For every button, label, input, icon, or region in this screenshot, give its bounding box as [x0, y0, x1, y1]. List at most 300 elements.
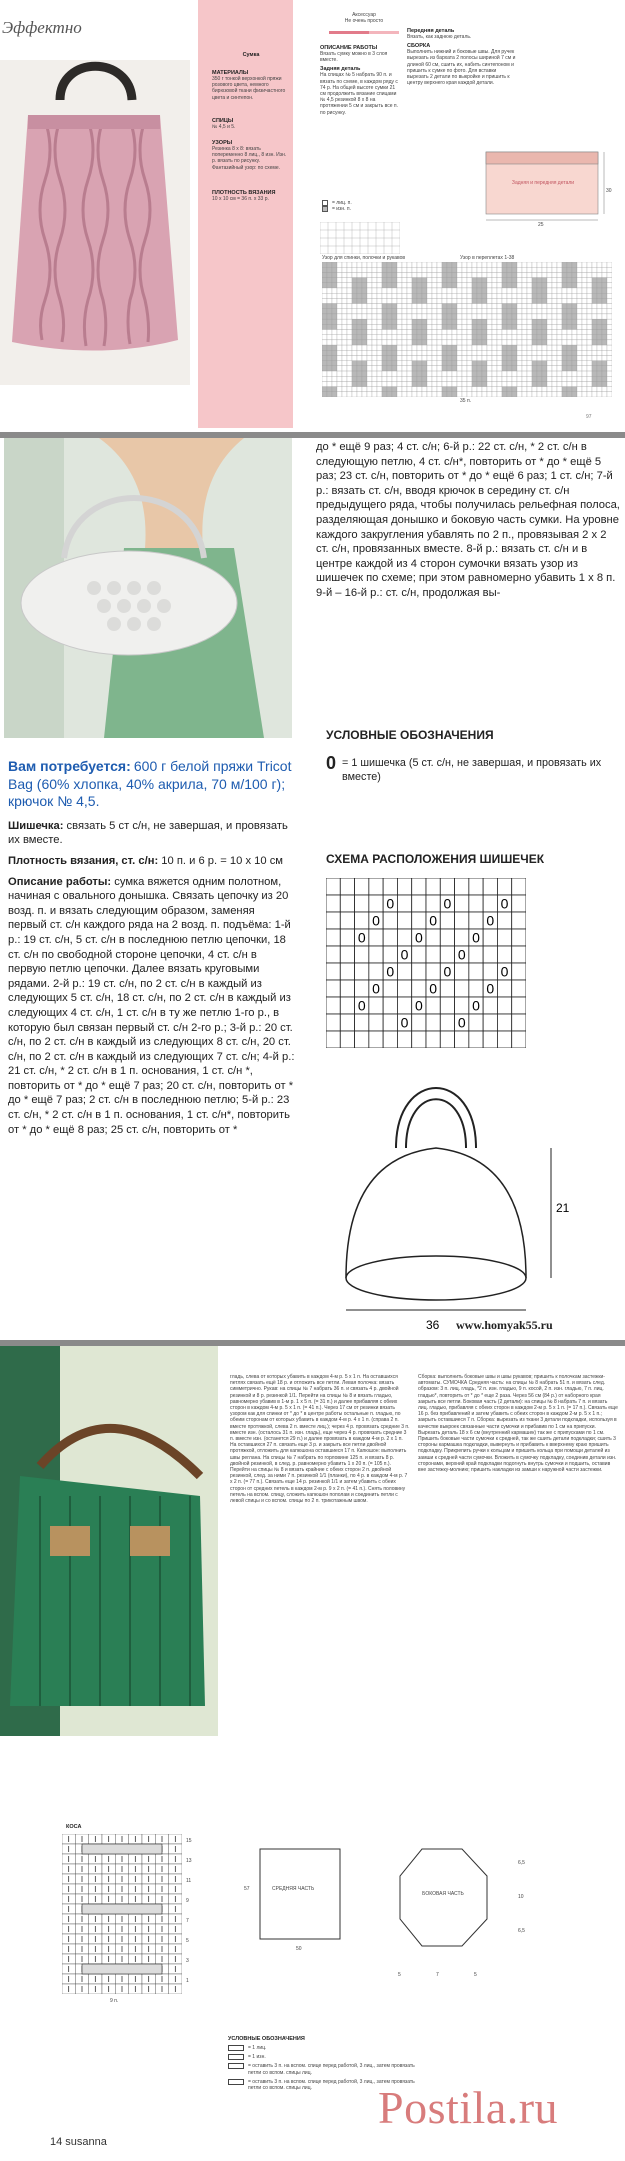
chart-cell [477, 376, 482, 381]
chart-cell [442, 278, 447, 283]
chart-cell [557, 283, 562, 288]
bump-mark: 0 [486, 912, 495, 929]
chart-cell [502, 314, 507, 319]
grid-cell [397, 963, 411, 980]
chart-cell [362, 350, 367, 355]
chart-cell [507, 387, 512, 392]
chart-cell [337, 392, 342, 397]
chart-cell [402, 366, 407, 371]
chart-cell [397, 335, 402, 340]
chart-cell [432, 324, 437, 329]
chart-cell [527, 314, 532, 319]
chart-cell [432, 335, 437, 340]
chart-cell [477, 288, 482, 293]
chart-cell [522, 387, 527, 392]
chart-cell [492, 330, 497, 335]
chart-cell [347, 330, 352, 335]
chart-cell [507, 330, 512, 335]
chart-cell [402, 288, 407, 293]
chart-cell [477, 371, 482, 376]
materials-heading: МАТЕРИАЛЫ [212, 70, 249, 76]
chart-cell [322, 387, 327, 392]
chart-cell [587, 387, 592, 392]
chart-cell [552, 355, 557, 360]
chart-cell [382, 319, 387, 324]
chart-cell [482, 278, 487, 283]
chart-cell [362, 387, 367, 392]
chart-cell [562, 314, 567, 319]
grid-cell [440, 997, 454, 1014]
grid-cell [369, 997, 383, 1014]
chart-cell [582, 288, 587, 293]
chart-cell [527, 340, 532, 345]
chart-cell [577, 267, 582, 272]
bump-mark: 0 [400, 1014, 409, 1031]
chart-cell [387, 304, 392, 309]
chart-cell [512, 355, 517, 360]
chart-cell [327, 293, 332, 298]
chart-cell [397, 262, 402, 267]
chart-cell [607, 371, 612, 376]
chart-cell [417, 319, 422, 324]
side-dim: 10 [518, 1894, 524, 1900]
chart-cell [597, 298, 602, 303]
chart-cell [482, 345, 487, 350]
white-bag-photo [4, 438, 292, 738]
chart-cell [472, 330, 477, 335]
chart-cell [427, 340, 432, 345]
chart-cell [562, 345, 567, 350]
chart-cell [452, 298, 457, 303]
chart-cell [432, 392, 437, 397]
chart-cell [332, 324, 337, 329]
chart-cell [342, 283, 347, 288]
chart-cell [457, 293, 462, 298]
chart-cell [387, 376, 392, 381]
chart-cell [472, 283, 477, 288]
chart-cell [337, 293, 342, 298]
density-text-2: 10 п. и 6 р. = 10 х 10 см [161, 854, 283, 867]
chart-cell [457, 335, 462, 340]
chart-cell [557, 324, 562, 329]
chart-cell [467, 392, 472, 397]
chart-cell [607, 267, 612, 272]
chart-cell [592, 376, 597, 381]
chart-cell [442, 283, 447, 288]
chart-cell [437, 340, 442, 345]
chart-cell [417, 350, 422, 355]
grid-cell [397, 878, 411, 895]
chart-cell [552, 361, 557, 366]
grid-cell [440, 1031, 454, 1048]
chart-cell [532, 350, 537, 355]
chart-cell [332, 355, 337, 360]
chart-cell [357, 304, 362, 309]
symbol-legend [322, 200, 352, 212]
chart-cell [432, 355, 437, 360]
chart-cell [477, 350, 482, 355]
chart-cell [512, 314, 517, 319]
chart-cell [527, 319, 532, 324]
chart-cell [542, 340, 547, 345]
chart-cell [597, 262, 602, 267]
chart-cell [577, 298, 582, 303]
chart-cell [587, 361, 592, 366]
chart-cell [562, 309, 567, 314]
chart-cell [452, 288, 457, 293]
chart-cell [607, 381, 612, 386]
chart-cell [417, 298, 422, 303]
chart-cell [587, 345, 592, 350]
chart-cell [552, 324, 557, 329]
chart-cell [512, 278, 517, 283]
chart-cell [482, 324, 487, 329]
grid-cell [512, 980, 526, 997]
chart-cell [532, 376, 537, 381]
chart-cell [532, 314, 537, 319]
bump-mark: 0 [386, 963, 395, 980]
chart-cell [507, 272, 512, 277]
chart-cell [402, 387, 407, 392]
chart-cell [537, 309, 542, 314]
cable-cross-mark [82, 1964, 162, 1974]
chart-cell [482, 283, 487, 288]
chart-cell [507, 319, 512, 324]
chart-cell [487, 262, 492, 267]
chart-cell [592, 278, 597, 283]
chart-cell [467, 267, 472, 272]
chart-cell [507, 293, 512, 298]
chart-cell [352, 392, 357, 397]
grid-cell [326, 878, 340, 895]
chart-cell [402, 350, 407, 355]
chart-cell [437, 350, 442, 355]
chart-cell [592, 366, 597, 371]
chart-cell [432, 262, 437, 267]
chart-cell [582, 345, 587, 350]
chart-cell [472, 309, 477, 314]
chart-cell [367, 387, 372, 392]
chart-cell [557, 355, 562, 360]
instructions-left [8, 758, 296, 1137]
chart-cell [377, 278, 382, 283]
chart-cell [417, 283, 422, 288]
chart-cell [477, 366, 482, 371]
legend-purl: = изн. п. [332, 206, 352, 213]
grid-cell [469, 980, 483, 997]
chart-cell [522, 298, 527, 303]
chart-cell [527, 392, 532, 397]
chart-cell [452, 330, 457, 335]
bump-mark: 0 [372, 980, 380, 997]
chart-cell [532, 293, 537, 298]
chart-cell [532, 309, 537, 314]
chart-cell [357, 355, 362, 360]
chart-cell [597, 319, 602, 324]
chart-cell [347, 366, 352, 371]
chart-cell [397, 387, 402, 392]
chart-cell [412, 314, 417, 319]
chart-cell [562, 335, 567, 340]
chart-cell [482, 335, 487, 340]
bump-mark: 0 [486, 980, 495, 997]
chart-cell [547, 392, 552, 397]
chart-cell [597, 314, 602, 319]
grid-cell [326, 1031, 340, 1048]
chart-cell [547, 387, 552, 392]
chart-cell [427, 335, 432, 340]
chart-cell [417, 387, 422, 392]
chart-cell [367, 330, 372, 335]
chart-cell [392, 392, 397, 397]
chart-cell [422, 355, 427, 360]
chart-cell [407, 392, 412, 397]
chart-cell [527, 278, 532, 283]
chart-cell [457, 381, 462, 386]
chart-cell [532, 298, 537, 303]
chart-cell [552, 304, 557, 309]
chart-cell [552, 335, 557, 340]
chart-cell [582, 392, 587, 397]
chart-cell [607, 366, 612, 371]
chart-cell [407, 309, 412, 314]
chart-cell [352, 345, 357, 350]
chart-cell [382, 355, 387, 360]
chart-cell [432, 298, 437, 303]
chart-cell [382, 335, 387, 340]
chart-cell [592, 340, 597, 345]
grid-cell [512, 946, 526, 963]
chart-cell [582, 267, 587, 272]
chart-cell [462, 330, 467, 335]
chart-cell [477, 314, 482, 319]
chart-cell [422, 314, 427, 319]
chart-cell [387, 350, 392, 355]
grid-cell [512, 929, 526, 946]
chart-cell [377, 392, 382, 397]
chart-cell [507, 345, 512, 350]
chart-cell [472, 288, 477, 293]
chart-cell [607, 335, 612, 340]
chart-cell [367, 293, 372, 298]
chart-cell [377, 267, 382, 272]
chart-cell [532, 262, 537, 267]
chart-cell [507, 381, 512, 386]
chart-cell [397, 366, 402, 371]
chart-cell [482, 288, 487, 293]
chart-cell [377, 381, 382, 386]
grid-cell [340, 929, 354, 946]
chart-cell [492, 262, 497, 267]
materials-text: 350 г тонкой верхонкой пряжи розового цвета, немного бирюзовой ткани физичастного цвета и синтепон. [212, 76, 286, 101]
chart-cell [572, 381, 577, 386]
chart-cell [392, 387, 397, 392]
chart-cell [392, 361, 397, 366]
grid-cell [440, 980, 454, 997]
grid-cell [426, 878, 440, 895]
chart-cell [582, 350, 587, 355]
grid-cell [412, 1031, 426, 1048]
chart-cell [542, 278, 547, 283]
chart-cell [502, 350, 507, 355]
chart-cell [537, 319, 542, 324]
chart-cell [327, 309, 332, 314]
chart-cell [572, 350, 577, 355]
chart-cell [322, 392, 327, 397]
chart-cell [492, 345, 497, 350]
chart-cell [402, 293, 407, 298]
chart-cell [412, 335, 417, 340]
chart-cell [477, 319, 482, 324]
chart-cell [467, 309, 472, 314]
chart-cell [562, 319, 567, 324]
chart-cell [567, 361, 572, 366]
chart-cell [382, 324, 387, 329]
chart-cell [417, 309, 422, 314]
chart-cell [532, 355, 537, 360]
chart-cell [362, 361, 367, 366]
chart-cell [527, 376, 532, 381]
chart-cell [482, 298, 487, 303]
chart-cell [372, 267, 377, 272]
chart-cell [537, 324, 542, 329]
chart-cell [572, 314, 577, 319]
chart-cell [567, 283, 572, 288]
sample-chart-small [320, 222, 400, 254]
chart-cell [442, 355, 447, 360]
chart-cell [322, 298, 327, 303]
chart-cell [557, 319, 562, 324]
chart-cell [452, 324, 457, 329]
green-bag-photo [0, 1346, 218, 1736]
chart-cell [322, 278, 327, 283]
chart-cell [332, 314, 337, 319]
chart-cell [537, 293, 542, 298]
chart-cell [447, 304, 452, 309]
chart-cell [462, 376, 467, 381]
chart-cell [352, 288, 357, 293]
chart-cell [382, 267, 387, 272]
chart-cell [427, 376, 432, 381]
chart-cell [437, 319, 442, 324]
chart-cell [607, 293, 612, 298]
chart-cell [602, 355, 607, 360]
chart-cell [407, 319, 412, 324]
chart-cell [342, 376, 347, 381]
braid-row-number: 13 [186, 1858, 192, 1864]
chart-cell [402, 314, 407, 319]
grid-cell [440, 1014, 454, 1031]
chart-cell [552, 262, 557, 267]
chart-cell [382, 262, 387, 267]
chart-cell [587, 288, 592, 293]
chart-cell [597, 371, 602, 376]
legend-item [228, 2045, 418, 2051]
chart-cell [502, 371, 507, 376]
chart-cell [517, 345, 522, 350]
grid-cell [340, 946, 354, 963]
chart-cell [442, 288, 447, 293]
chart-cell [587, 355, 592, 360]
chart-cell [482, 387, 487, 392]
chart-cell [587, 267, 592, 272]
grid-cell [383, 1014, 397, 1031]
chart-cell [477, 309, 482, 314]
hoodie-instructions: гладь, слева от которых убавить в каждом 4-м р. 5 x 1 п. На оставшихся петлях связать ещё 18 р. и отложить все петли. Левая полочка: вязать симметрично. Рукав: на спицы № 7 набрать 36 п. и связать 4 р. двойной резинкой и 8 р. резинкой 1/1. Перейти на спицы № 8 и вязать гладью, равномерно убавив в 1-м р. 1 x 5 п. (= 31 п.) и далее прибавляя с обеих сторон в каждом 4-м р. 5 x 1 п. (= 41 п.). Через 17 см от резинки вязать узором как для спинки от * до * в центре работы остальные п. гладью, по обеим сторонам от которых убавить в каждом 4-м р. 4 x 1 п. (справа 2 п. вместе протяжкой, слева 2 п. вместе лиц.); через 4 р. провязать средние 3 п. вместе изн. (осталось 31 п. изн. гладь), еще через 4 р. провязать средние 3 п. вместе изн. (останется 29 п.) и далее провязать в каждом 4-м р. 2 x 1 п. На оставшихся 27 п. связать еще 3 р. и закрыть все петли двойной протяжкой, отложить для капюшона оставшиеся 17 п. Капюшон: выполнить швы реглана. На спицы № 7 набрать по горловине 125 п. и вязать 8 р. двойной резинкой, в след. р. равномерно убавить 1 x 20 п. (= 105 п.). Перейти на спицы № 8 и вязать крайние с обеих сторон 2 п. двойной резинкой, след. за ними 7 п. резинкой 1/1 (планки), по 4 р. в каждом 4-м р. 7 x 2 п. (= 77 п.). Связать еще 14 р. резинкой 1/1 и затем убавить с обеих сторон от средних петель в каждом 2-м р. 9 x 2 п. (= 41 п.). Снять половину петель на вспом. спицу, сложить капюшон пополам и соединить петли с левой спицы и со вспом. спицы по 2 п. трикотажным швом. [230, 1374, 410, 1505]
chart-cell [332, 335, 337, 340]
chart-cell [417, 288, 422, 293]
chart-cell [342, 340, 347, 345]
chart-cell [377, 330, 382, 335]
chart-cell [427, 355, 432, 360]
chart-cell [592, 345, 597, 350]
chart-cell [397, 304, 402, 309]
chart-cell [457, 345, 462, 350]
chart-cell [497, 366, 502, 371]
grid-cell [369, 946, 383, 963]
chart-cell [372, 272, 377, 277]
chart-cell [507, 335, 512, 340]
chart-cell [417, 278, 422, 283]
chart-cell [597, 361, 602, 366]
chart-cell [587, 371, 592, 376]
grid-cell [369, 1031, 383, 1048]
chart-cell [492, 267, 497, 272]
chart-cell [392, 381, 397, 386]
chart-cell [372, 324, 377, 329]
chart-cell [462, 371, 467, 376]
chart-cell [322, 355, 327, 360]
chart-cell [537, 278, 542, 283]
chart-cell [362, 304, 367, 309]
chart-cell [537, 267, 542, 272]
chart-cell [487, 267, 492, 272]
chart-cell [577, 381, 582, 386]
chart-cell [582, 309, 587, 314]
chart-cell [327, 340, 332, 345]
chart-cell [407, 350, 412, 355]
chart-cell [602, 304, 607, 309]
chart-cell [497, 272, 502, 277]
chart-cell [392, 340, 397, 345]
chart-cell [392, 350, 397, 355]
chart-cell [602, 272, 607, 277]
grid-cell [340, 878, 354, 895]
chart-cell [327, 298, 332, 303]
chart-cell [377, 304, 382, 309]
chart-cell [337, 283, 342, 288]
bump-mark: 0 [472, 997, 480, 1014]
chart-cell [522, 340, 527, 345]
grid-cell [369, 1014, 383, 1031]
chart-cell [562, 366, 567, 371]
chart-cell [407, 298, 412, 303]
chart-cell [582, 319, 587, 324]
chart-cell [562, 288, 567, 293]
chart-cell [492, 309, 497, 314]
chart-cell [332, 376, 337, 381]
needles-text: № 4,5 и 5. [212, 124, 236, 130]
purl-symbol-icon [322, 206, 328, 212]
chart-cell [597, 376, 602, 381]
chart-cell [467, 288, 472, 293]
chart-cell [352, 262, 357, 267]
chart-cell [437, 267, 442, 272]
chart-cell [457, 309, 462, 314]
chart-cell [402, 262, 407, 267]
chart-cell [497, 267, 502, 272]
chart-cell [362, 330, 367, 335]
